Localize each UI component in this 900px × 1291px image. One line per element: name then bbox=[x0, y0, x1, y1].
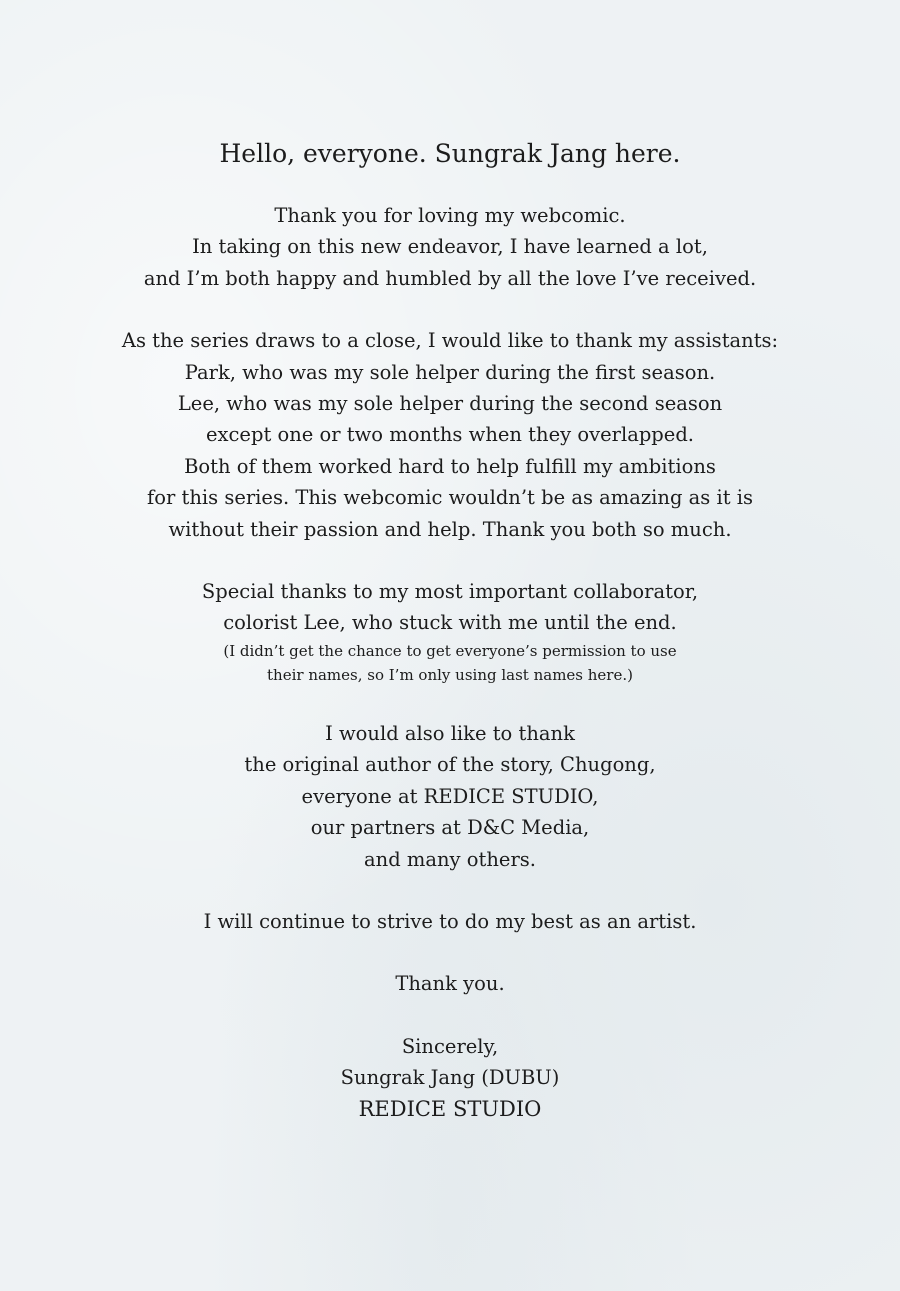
text-line: everyone at REDICE STUDIO, bbox=[301, 784, 599, 808]
signature-studio: REDICE STUDIO bbox=[358, 1096, 542, 1121]
paragraph-thank-you bbox=[0, 968, 900, 999]
text-line: Park, who was my sole helper during the first season. bbox=[184, 360, 716, 384]
text-line: their names, so I’m only using last names here.) bbox=[267, 665, 633, 684]
text-line: the original author of the story, Chugong, bbox=[244, 753, 656, 777]
text-line: Lee, who was my sole helper during the second season bbox=[177, 392, 723, 416]
text-line: As the series draws to a close, I would like to thank my assistants: bbox=[121, 329, 779, 353]
paragraph-thanks-colorist bbox=[0, 576, 900, 639]
signature-block bbox=[0, 1031, 900, 1125]
afterword-letter bbox=[0, 136, 900, 1125]
text-line: and many others. bbox=[364, 847, 536, 871]
text-line: Thank you for loving my webcomic. bbox=[274, 204, 626, 227]
text-line: I will continue to strive to do my best as an artist. bbox=[203, 909, 697, 933]
text-line: Thank you. bbox=[395, 972, 505, 996]
text-line: In taking on this new endeavor, I have learned a lot, bbox=[192, 235, 708, 259]
paragraph-thanks-assistants bbox=[0, 325, 900, 545]
paragraph-commitment bbox=[0, 906, 900, 937]
text-line: Special thanks to my most important collaborator, bbox=[201, 580, 699, 604]
paragraph-thanks-others bbox=[0, 718, 900, 875]
paragraph-names-note bbox=[0, 639, 900, 687]
text-line: colorist Lee, who stuck with me until the end. bbox=[223, 611, 677, 635]
text-line: except one or two months when they overlapped. bbox=[205, 423, 695, 447]
text-line: our partners at D&C Media, bbox=[310, 816, 590, 840]
text-line: and I’m both happy and humbled by all the love I’ve received. bbox=[143, 266, 757, 290]
signature-name: Sungrak Jang (DUBU) bbox=[340, 1066, 560, 1090]
text-line: Both of them worked hard to help fulfill my ambitions bbox=[184, 454, 716, 478]
paragraph-thanks-readers bbox=[0, 200, 900, 294]
text-line: for this series. This webcomic wouldn’t be as amazing as it is bbox=[147, 486, 753, 510]
text-line: (I didn’t get the chance to get everyone’s permission to use bbox=[223, 641, 677, 660]
text-line: I would also like to thank bbox=[325, 721, 575, 745]
signature-closing: Sincerely, bbox=[401, 1034, 499, 1058]
letter-title: Hello, everyone. Sungrak Jang here. bbox=[219, 139, 681, 168]
text-line: without their passion and help. Thank you both so much. bbox=[168, 517, 732, 541]
